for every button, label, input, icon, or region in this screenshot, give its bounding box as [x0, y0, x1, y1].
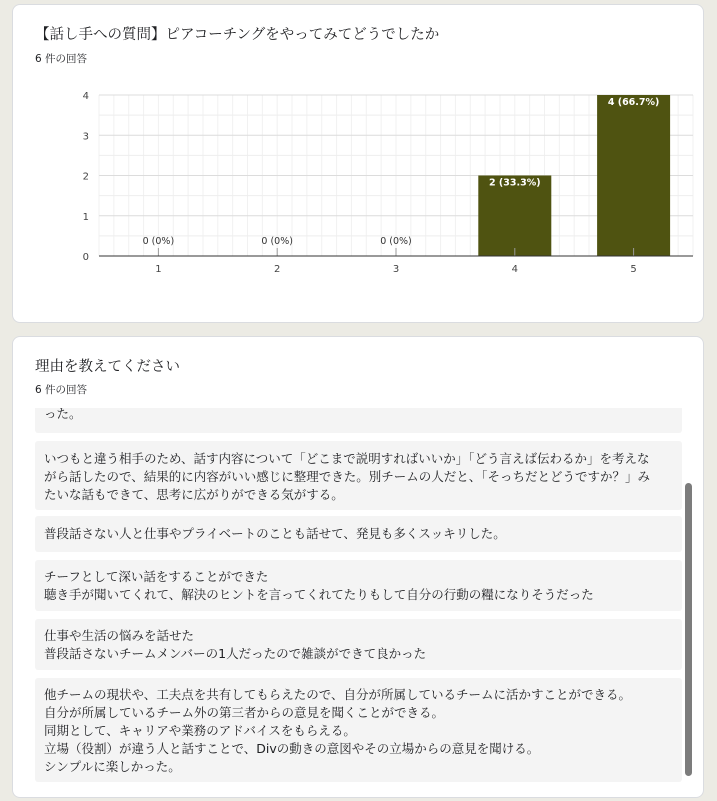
- question-title: 理由を教えてください: [35, 359, 180, 375]
- scrollbar-thumb[interactable]: [685, 483, 692, 776]
- question-title: 【話し手への質問】ピアコーチングをやってみてどうでしたか: [35, 27, 440, 43]
- response-item: [35, 408, 682, 433]
- response-text-line: 他チームの現状や、工夫点を共有してもらえたので、自分が所属しているチームに活かすことができる。: [44, 687, 632, 702]
- response-item: [35, 560, 682, 611]
- response-text-line: った。: [44, 408, 82, 421]
- text-responses-card: [12, 336, 704, 798]
- response-count: 6 件の回答: [35, 384, 88, 396]
- y-tick-label: 0: [82, 252, 89, 263]
- response-text-line: 仕事や生活の悩みを話せた: [44, 628, 195, 643]
- x-tick-label: 3: [392, 264, 400, 275]
- bar: [597, 95, 670, 256]
- responses-list[interactable]: [35, 408, 682, 798]
- response-item: [35, 441, 682, 510]
- y-tick-label: 1: [82, 211, 89, 223]
- y-tick-label: 3: [82, 131, 89, 143]
- response-text-line: たいな話もできて、思考に広がりができる気がする。: [44, 487, 344, 502]
- bar-chart: [13, 5, 703, 322]
- response-text-line: 自分が所属しているチーム外の第三者からの意見を聞くことができる。: [44, 705, 445, 720]
- x-tick-label: 4: [511, 264, 518, 275]
- response-text-line: 普段話さないチームメンバーの1人だったので雑談ができて良かった: [44, 646, 427, 661]
- data-label: 0 (0%): [261, 236, 293, 247]
- x-tick-label: 1: [155, 264, 162, 275]
- response-text-line: 立場（役割）が違う人と話すことで、Divの動きの意図やその立場からの意見を聞ける。: [44, 741, 540, 756]
- response-item: [35, 516, 682, 552]
- data-label: 4 (66.7%): [607, 97, 660, 108]
- response-item: [35, 619, 682, 670]
- data-label: 0 (0%): [380, 236, 412, 247]
- data-label: 2 (33.3%): [489, 177, 541, 189]
- data-label: 0 (0%): [142, 236, 175, 247]
- response-text-line: いつもと違う相手のため、話す内容について「どこまで説明すればいいか」「どう言えば伝わるか」を考えな: [44, 451, 650, 466]
- response-item: [35, 678, 682, 782]
- y-tick-label: 4: [82, 91, 89, 102]
- x-tick-label: 2: [274, 264, 281, 275]
- response-text-line: シンプルに楽しかった。: [44, 759, 181, 774]
- x-tick-label: 5: [630, 264, 637, 275]
- response-text-line: がら話したので、結果的に内容がいい感じに整理できた。別チームの人だと、「そっちだとどうですか？」み: [44, 469, 651, 484]
- chart-question-card: [12, 4, 704, 323]
- response-text-line: 同期として、キャリアや業務のアドバイスをもらえる。: [44, 723, 356, 738]
- response-text-line: 聴き手が聞いてくれて、解決のヒントを言ってくれてたりもして自分の行動の糧になりそうだった: [44, 587, 594, 602]
- response-text-line: 普段話さない人と仕事やプライベートのことも話せて、発見も多くスッキリした。: [44, 526, 506, 541]
- y-tick-label: 2: [82, 171, 89, 183]
- response-count: 6 件の回答: [35, 53, 88, 65]
- response-text-line: チーフとして深い話をすることができた: [44, 569, 269, 584]
